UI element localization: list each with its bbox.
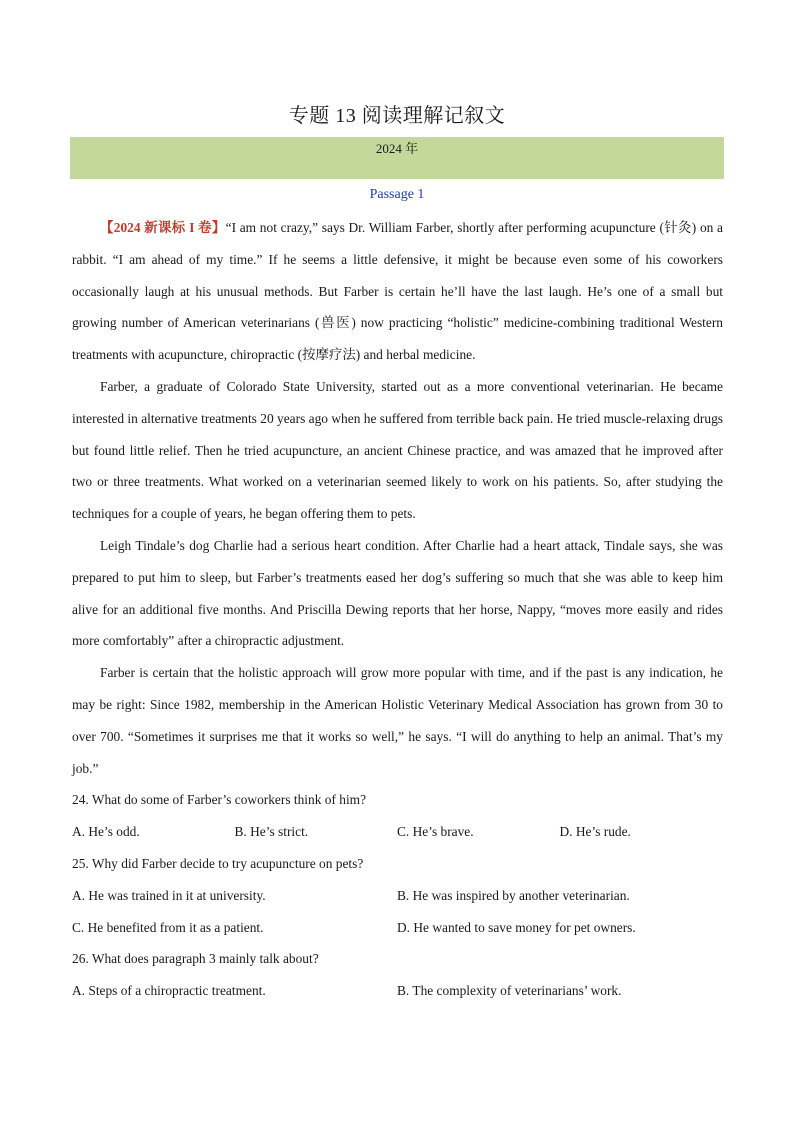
option-24-d: D. He’s rude. bbox=[559, 824, 631, 840]
option-25-b: B. He was inspired by another veterinarian. bbox=[397, 887, 630, 903]
option-26-b: B. The complexity of veterinarians’ work. bbox=[397, 983, 622, 999]
option-25-c: C. He benefited from it as a patient. bbox=[72, 919, 264, 935]
year-banner bbox=[70, 137, 724, 179]
option-24-c: C. He’s brave. bbox=[397, 824, 474, 840]
paragraph-1 bbox=[72, 212, 723, 371]
question-25: 25. Why did Farber decide to try acupuncture on pets? bbox=[72, 855, 364, 871]
page-title: 专题 13 阅读理解记叙文 bbox=[288, 105, 506, 127]
question-26: 26. What does paragraph 3 mainly talk about? bbox=[72, 951, 319, 967]
source-tag: 【2024 新课标 I 卷】 bbox=[100, 220, 226, 235]
paragraph-3: Leigh Tindale’s dog Charlie had a serious heart condition. After Charlie had a heart attack, Tindale says, she was prepared to put him to sleep, but Farber’s treatments eased her dog’s suffering so much that she was able to keep him alive for an additional five months. And Priscilla Dewing reports that her horse, Nappy, “moves more easily and rides more comfortably” after a chiropractic adjustment. bbox=[72, 537, 723, 649]
question-24: 24. What do some of Farber’s coworkers think of him? bbox=[72, 792, 367, 808]
passage-body bbox=[72, 212, 723, 1007]
option-26-a: A. Steps of a chiropractic treatment. bbox=[72, 983, 266, 999]
option-24-b: B. He’s strict. bbox=[234, 824, 309, 840]
paragraph-4: Farber is certain that the holistic approach will grow more popular with time, and if the past is any indication, he may be right: Since 1982, membership in the American Holistic Veterinary Medical Association has grown from 30 to over 700. “Sometimes it surprises me that it works so well,” he says. “I will do anything to help an animal. That’s my job.” bbox=[72, 665, 723, 776]
question-26-options bbox=[72, 975, 723, 1007]
option-25-d: D. He wanted to save money for pet owners. bbox=[397, 919, 636, 935]
question-25-options-row2 bbox=[72, 912, 723, 944]
option-24-a: A. He’s odd. bbox=[72, 824, 140, 840]
question-24-options bbox=[72, 816, 723, 848]
passage-title: Passage 1 bbox=[369, 187, 425, 202]
question-25-options-row1 bbox=[72, 880, 723, 912]
year-label: 2024 年 bbox=[375, 141, 419, 156]
option-25-a: A. He was trained in it at university. bbox=[72, 887, 266, 903]
paragraph-1-text: “I am not crazy,” says Dr. William Farber, shortly after performing acupuncture (针灸) on a rabbit. “I am ahead of my time.” If he seems a little defensive, it might be because even some of his coworkers occasionally laugh at his unusual methods. But Farber is certain he’ll have the last laugh. He’s one of a small but growing number of American veterinarians (兽医) now practicing “holistic” medicine-combining traditional Western treatments with acupuncture, chiropractic (按摩疗法) and herbal medicine. bbox=[72, 220, 723, 363]
paragraph-2: Farber, a graduate of Colorado State University, started out as a more conventional veterinarian. He became interested in alternative treatments 20 years ago when he suffered from terrible back pain. He tried muscle-relaxing drugs but found little relief. Then he tried acupuncture, an ancient Chinese practice, and was amazed that he improved after two or three treatments. What worked on a veterinarian seemed likely to work on his patients. So, after studying the techniques for a couple of years, he began offering them to pets. bbox=[72, 378, 723, 522]
